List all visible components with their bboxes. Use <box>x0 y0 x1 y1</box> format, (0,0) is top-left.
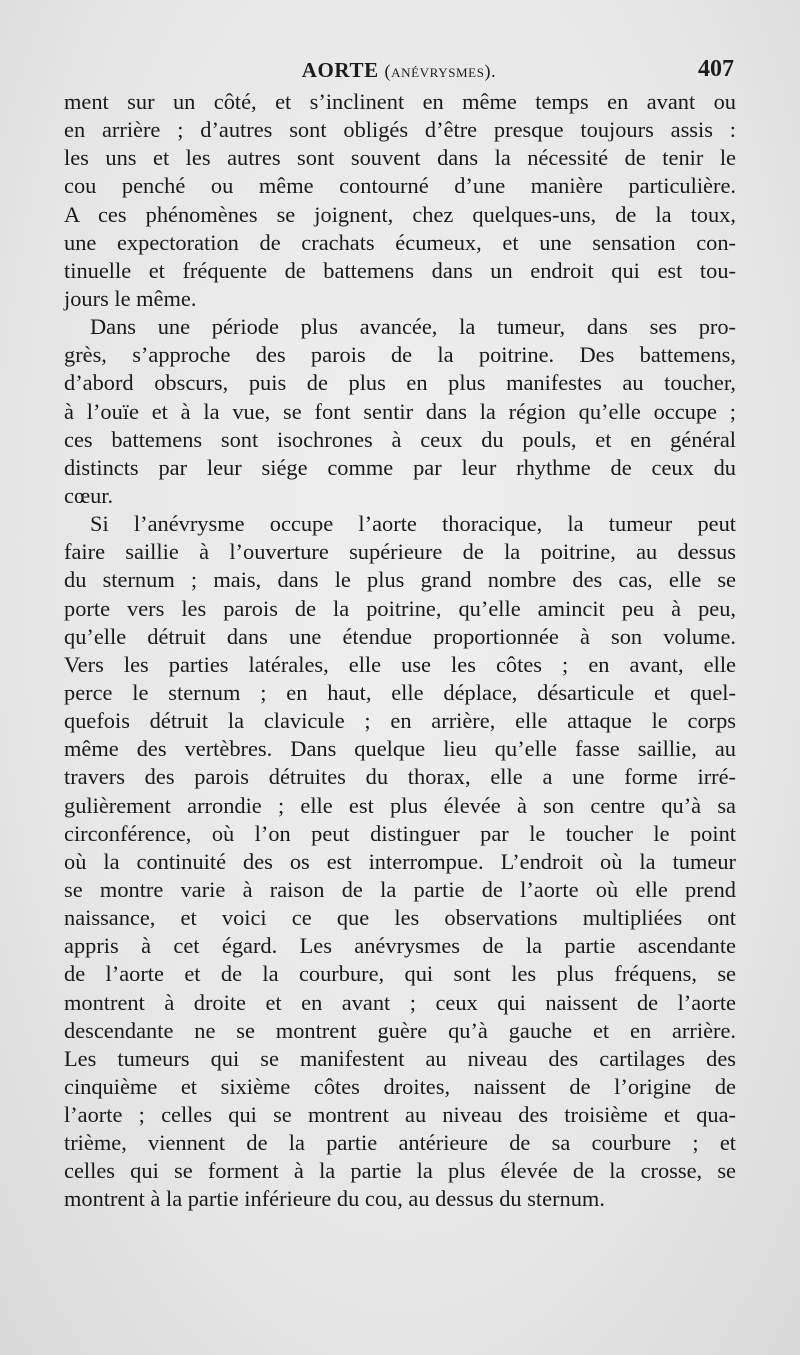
text-line: perce le sternum ; en haut, elle déplace, désarticule et quel- <box>64 679 736 705</box>
text-line: appris à cet égard. Les anévrysmes de la partie ascendante <box>64 933 736 959</box>
text-line: quefois détruit la clavicule ; en arrière, elle attaque le corps <box>64 708 736 734</box>
paragraph <box>64 510 736 1214</box>
running-title-main: AORTE <box>301 58 379 82</box>
body-text <box>64 88 736 1214</box>
text-line: Si l’anévrysme occupe l’aorte thoracique, la tumeur peut <box>90 511 736 537</box>
text-line: les uns et les autres sont souvent dans la nécessité de tenir le <box>64 145 736 171</box>
text-line: à l’ouïe et à la vue, se font sentir dans la région qu’elle occupe ; <box>64 398 736 424</box>
text-line: cou penché ou même contourné d’une manière particulière. <box>64 173 736 199</box>
page-number: 407 <box>698 56 734 82</box>
paragraph <box>64 88 736 313</box>
text-line: gulièrement arrondie ; elle est plus élevée à son centre qu’à sa <box>64 792 736 818</box>
text-line: montrent à droite et en avant ; ceux qui naissent de l’aorte <box>64 989 736 1015</box>
text-line: naissance, et voici ce que les observations multipliées ont <box>64 905 736 931</box>
text-line: de l’aorte et de la courbure, qui sont les plus fréquens, se <box>64 961 736 987</box>
running-title-sub: (anévrysmes). <box>384 61 497 81</box>
text-line: tinuelle et fréquente de battemens dans un endroit qui est tou- <box>64 257 736 283</box>
text-line: même des vertèbres. Dans quelque lieu qu’elle fasse saillie, au <box>64 736 736 762</box>
text-line: celles qui se forment à la partie la plus élevée de la crosse, se <box>64 1158 736 1184</box>
text-line: faire saillie à l’ouverture supérieure de la poitrine, au dessus <box>64 539 736 565</box>
running-title <box>62 58 736 83</box>
text-line: en arrière ; d’autres sont obligés d’être presque toujours assis : <box>64 117 736 143</box>
text-line: Dans une période plus avancée, la tumeur, dans ses pro- <box>90 314 736 340</box>
text-line: porte vers les parois de la poitrine, qu’elle amincit peu à peu, <box>64 595 736 621</box>
text-line: du sternum ; mais, dans le plus grand nombre des cas, elle se <box>64 567 736 593</box>
text-line: l’aorte ; celles qui se montrent au niveau des troisième et qua- <box>64 1102 736 1128</box>
text-line: où la continuité des os est interrompue. L’endroit où la tumeur <box>64 848 736 874</box>
text-line: qu’elle détruit dans une étendue proportionnée à son volume. <box>64 623 736 649</box>
text-line: grès, s’approche des parois de la poitrine. Des battemens, <box>64 342 736 368</box>
text-line: circonférence, où l’on peut distinguer par le toucher le point <box>64 820 736 846</box>
text-line: A ces phénomènes se joignent, chez quelques-uns, de la toux, <box>64 201 736 227</box>
text-line: cinquième et sixième côtes droites, naissent de l’origine de <box>64 1073 736 1099</box>
text-line: travers des parois détruites du thorax, elle a une forme irré- <box>64 764 736 790</box>
text-line: montrent à la partie inférieure du cou, au dessus du sternum. <box>64 1186 605 1212</box>
running-header <box>62 56 736 88</box>
text-line: cœur. <box>64 482 114 508</box>
text-line: jours le même. <box>64 285 197 311</box>
text-line: ment sur un côté, et s’inclinent en même temps en avant ou <box>64 89 736 114</box>
text-line: descendante ne se montrent guère qu’à gauche et en arrière. <box>64 1017 736 1043</box>
text-line: trième, viennent de la partie antérieure de sa courbure ; et <box>64 1130 736 1156</box>
text-line: d’abord obscurs, puis de plus en plus manifestes au toucher, <box>64 370 736 396</box>
text-line: ces battemens sont isochrones à ceux du pouls, et en général <box>64 426 736 452</box>
text-line: Vers les parties latérales, elle use les côtes ; en avant, elle <box>64 651 736 677</box>
text-line: Les tumeurs qui se manifestent au niveau des cartilages des <box>64 1045 736 1071</box>
text-line: une expectoration de crachats écumeux, et une sensation con- <box>64 229 736 255</box>
text-line: se montre varie à raison de la partie de l’aorte où elle prend <box>64 876 736 902</box>
text-line: distincts par leur siége comme par leur rhythme de ceux du <box>64 454 736 480</box>
paragraph <box>64 313 736 510</box>
